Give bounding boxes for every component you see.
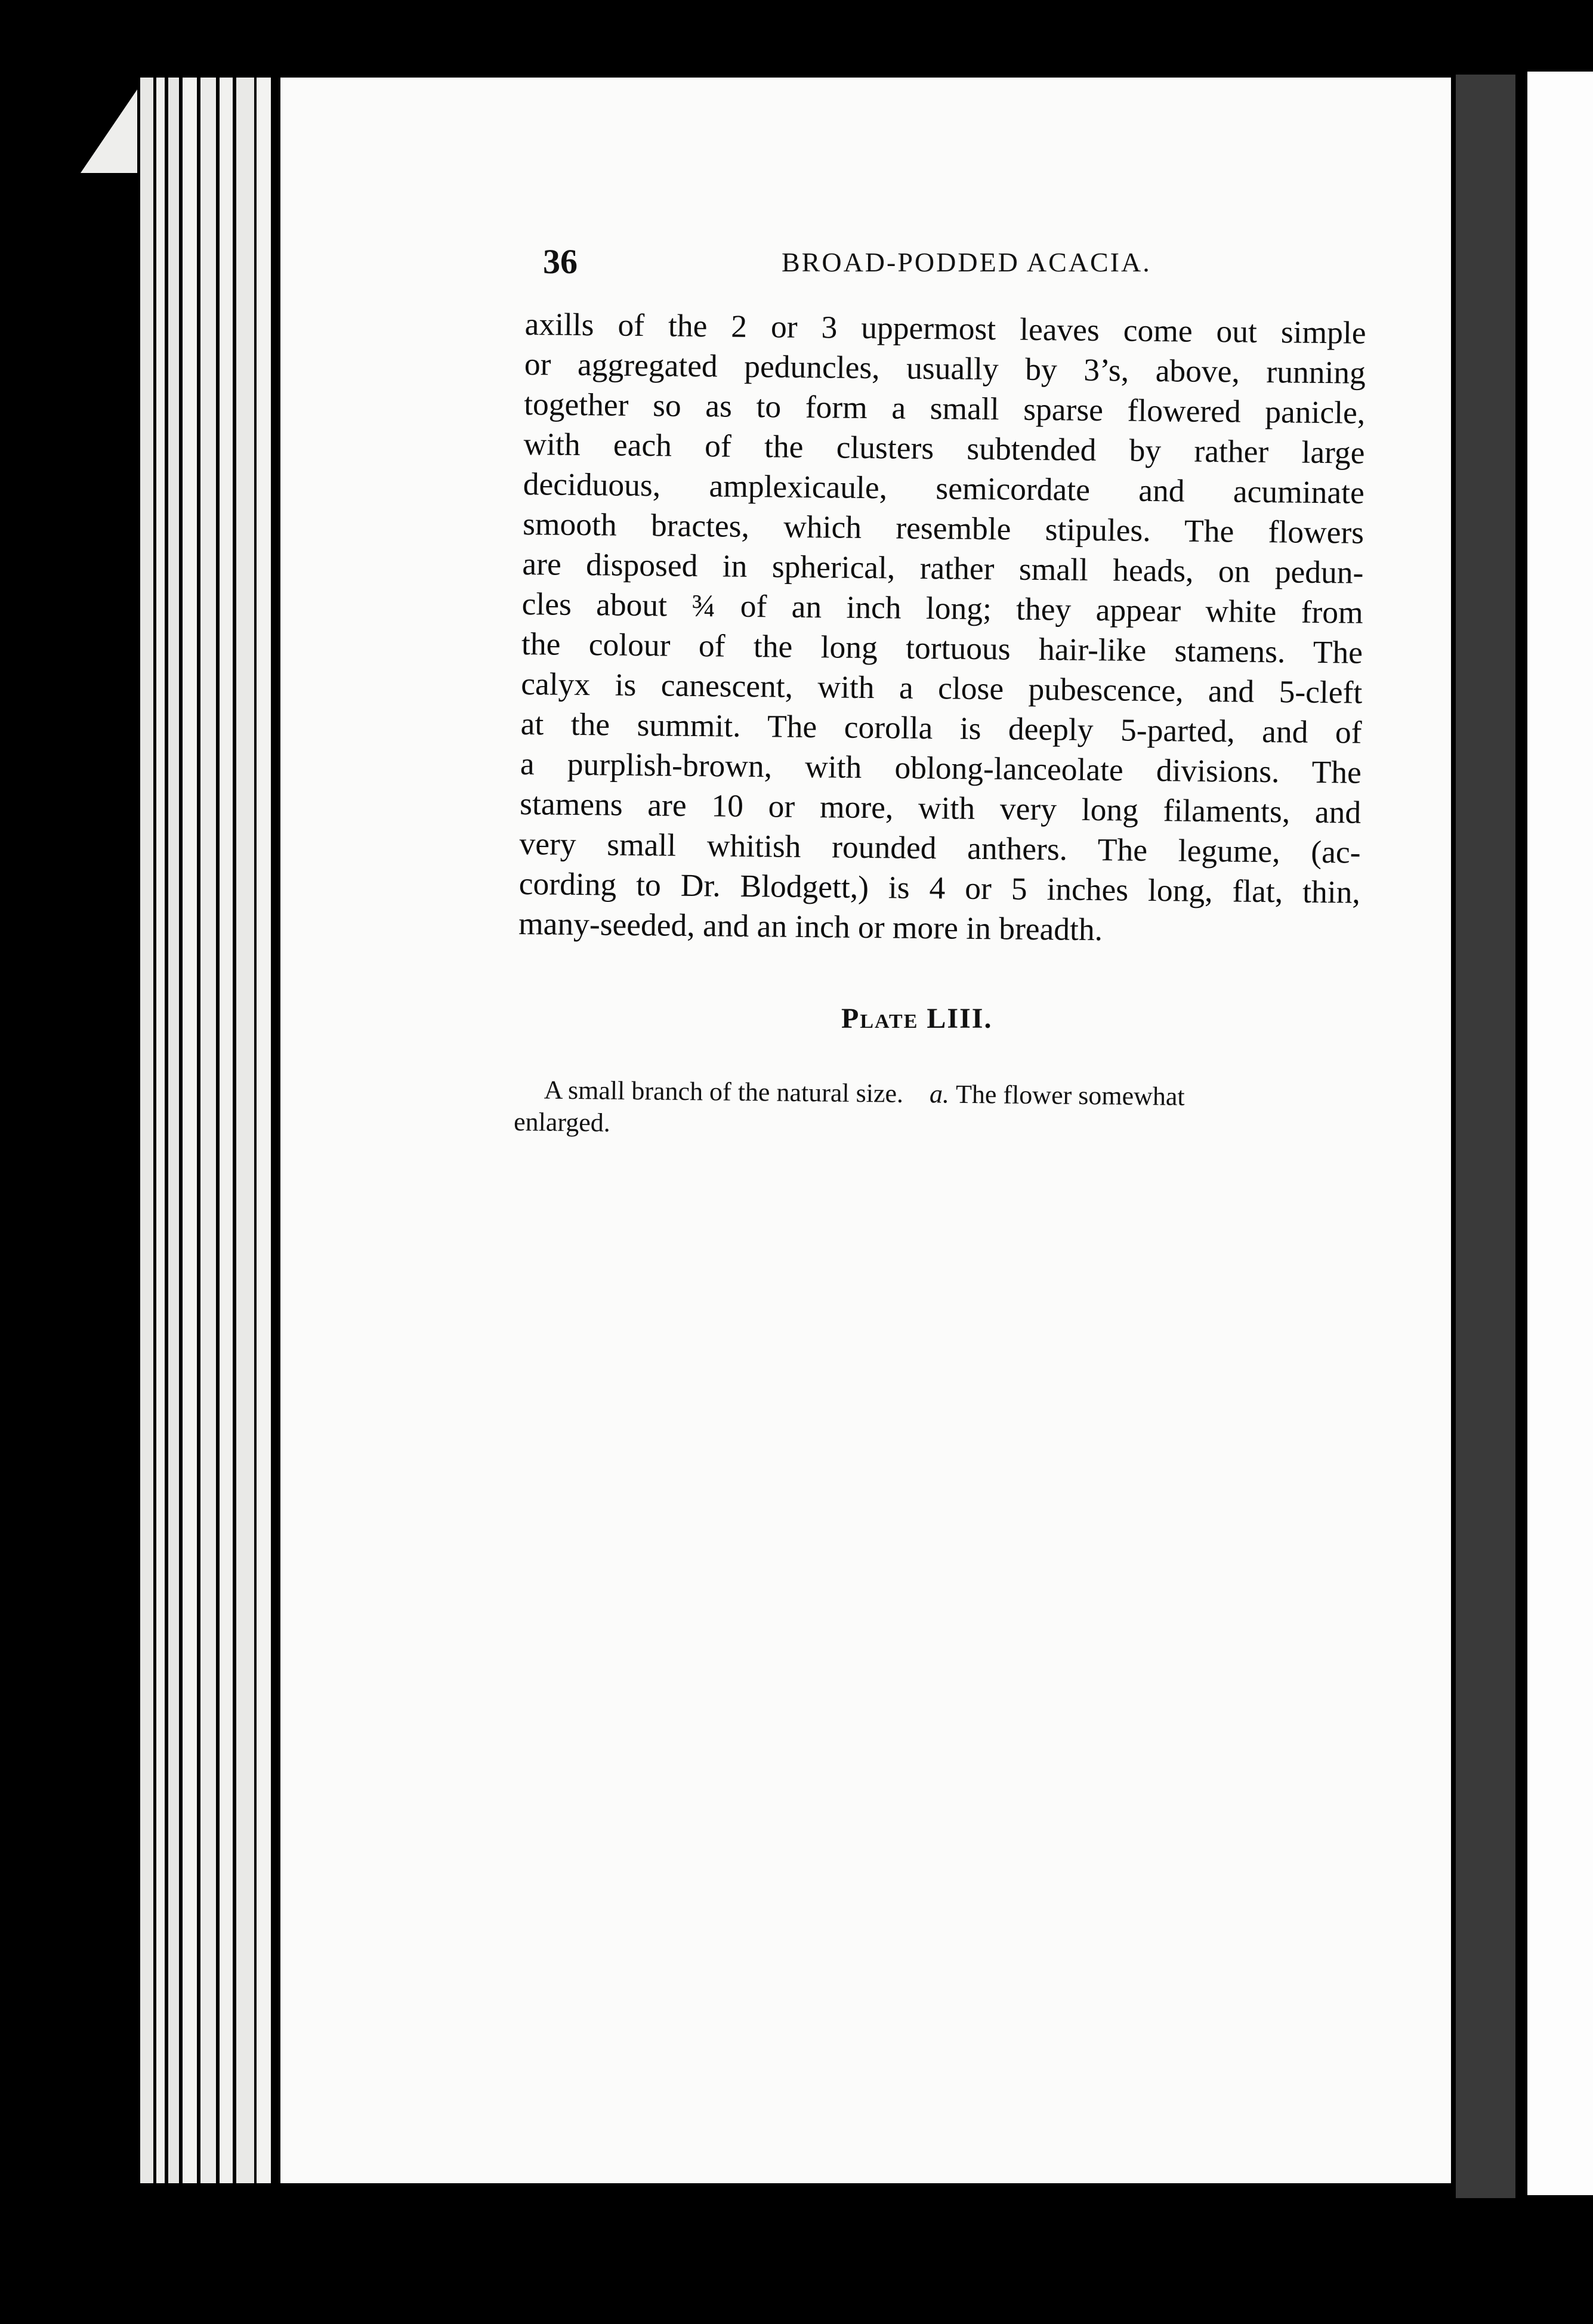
page-edge <box>156 78 165 2183</box>
page-edge <box>257 78 271 2183</box>
page-edge <box>183 78 197 2183</box>
text-line: deciduous, amplexicaule, semicordate and acuminate <box>523 465 1365 511</box>
facing-page-edge <box>1527 72 1593 2195</box>
caption-text: The flower somewhat <box>955 1079 1185 1111</box>
page-edge <box>236 78 254 2183</box>
text-line: many-seeded, and an inch or more in breadth. <box>518 905 1103 948</box>
text-line: or aggregated peduncles, usually by 3’s, above, running <box>524 345 1366 391</box>
plate-caption <box>514 1074 1344 1147</box>
text-line: with each of the clusters subtended by rather large <box>523 425 1365 471</box>
text-line: axills of the 2 or 3 uppermost leaves come out simple <box>524 305 1366 351</box>
text-line: cording to Dr. Blodgett,) is 4 or 5 inches long, flat, thin, <box>518 865 1361 910</box>
text-line: a purplish-brown, with oblong-lanceolate divisions. The <box>520 745 1362 790</box>
gutter-shadow <box>1456 75 1515 2198</box>
text-line: very small whitish rounded anthers. The legume, (ac- <box>519 825 1361 870</box>
text-line: calyx is canescent, with a close pubescence, and 5-cleft <box>521 665 1363 710</box>
page-number: 36 <box>543 242 578 281</box>
text-line: smooth bractes, which resemble stipules. The flowers <box>522 505 1364 551</box>
page-edge <box>168 78 179 2183</box>
page-edge <box>220 78 233 2183</box>
text-line: are disposed in spherical, rather small heads, on pedun- <box>522 545 1364 591</box>
text-line: together so as to form a small sparse flowered panicle, <box>523 385 1366 431</box>
body-paragraph <box>518 304 1366 953</box>
text-line: stamens are 10 or more, with very long filaments, and <box>519 785 1362 830</box>
caption-line: enlarged. <box>513 1107 611 1138</box>
page-edge <box>200 78 216 2183</box>
text-line: cles about ¾ of an inch long; they appear white from <box>521 585 1363 631</box>
page-corner-tab <box>81 89 137 173</box>
caption-figure-letter: a. <box>929 1079 950 1109</box>
page-header <box>543 242 1157 295</box>
plate-heading: Plate LIII. <box>841 1003 993 1034</box>
text-line: the colour of the long tortuous hair-like stamens. The <box>521 625 1363 670</box>
text-line: at the summit. The corolla is deeply 5-parted, and of <box>520 705 1362 750</box>
caption-text: A small branch of the natural size. <box>544 1075 904 1108</box>
running-title: BROAD-PODDED ACACIA. <box>782 247 1151 277</box>
page-edge <box>140 78 153 2183</box>
